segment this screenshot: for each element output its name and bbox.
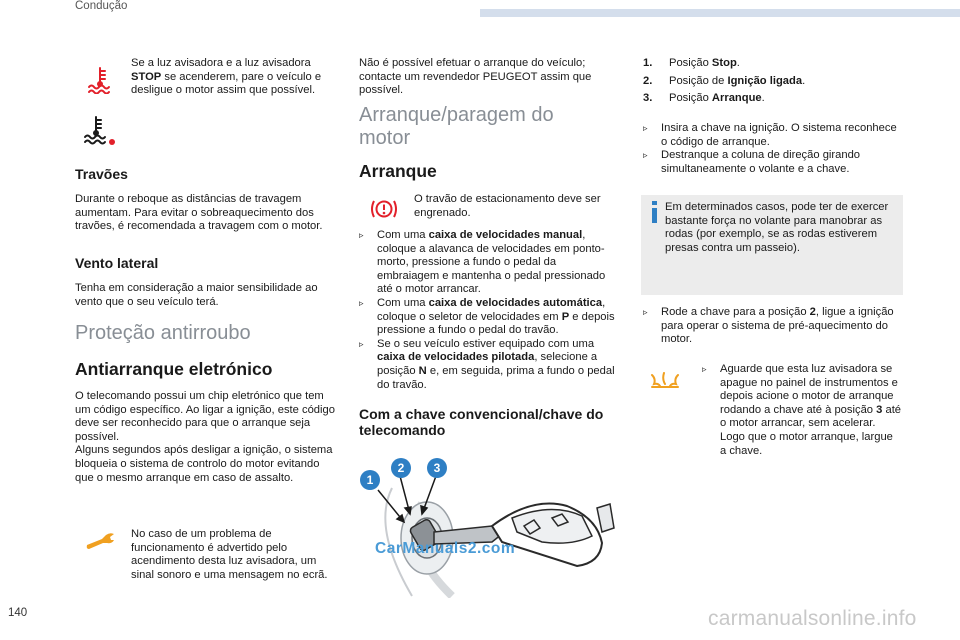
contact-dealer-text: Não é possível efetuar o arranque do veículo; contacte um revendedor PEUGEOT assim que possível.	[359, 57, 592, 97]
start-stop-heading: Arranque/paragem do motor	[359, 104, 554, 149]
key-heading: Com a chave convencional/chave do telecomando	[359, 406, 604, 438]
wait-warning-instructions	[702, 363, 902, 458]
turn-key-bullet: ▹ Rode a chave para a posição 2, ligue a ignição para operar o sistema de pré-aquecimento do motor.	[643, 306, 894, 346]
automatic-gearbox-bullet: ▹ Com uma caixa de velocidades automática, coloque o seletor de velocidades em P e depois pressione a fundo o pedal do travão.	[359, 296, 615, 337]
brakes-heading: Travões	[75, 166, 128, 182]
parking-brake-icon	[369, 197, 399, 221]
unlock-steering-bullet: ▹ Destranque a coluna de direção girando simultaneamente o volante e a chave.	[643, 149, 861, 175]
wrench-icon	[84, 531, 116, 551]
coolant-temperature-stop-icon	[82, 115, 116, 147]
immobiliser-text: O telecomando possui um chip eletrónico que tem um código específico. Ao ligar a ignição, este código deve ser reconhecido para que o arranque seja possível. Alguns segundos após desligar a ignição, o sistema bloqueia o sistema de controlo do motor evitando que o mesmo arranque em caso de assalto.	[75, 390, 335, 484]
diagram-label-1: 1	[366, 473, 374, 487]
anti-theft-heading: Proteção antirroubo	[75, 322, 251, 344]
fault-warning-text: No caso de um problema de funcionamento é advertido pelo acendimento desta luz avisadora, um sinal sonoro e uma mensagem no ecrã.	[131, 528, 328, 581]
pilot-gearbox-bullet: ▹ Se o seu veículo estiver equipado com uma caixa de velocidades pilotada, selecione a posição N e, em seguida, prima a fundo o pedal do travão.	[359, 337, 615, 391]
position-item: 2. Posição de Ignição ligada.	[643, 74, 806, 87]
wait-warning-bullet: ▹ Aguarde que esta luz avisadora se apague no painel de instrumentos e depois acione o motor de arranque rodando a chave até à posição 3 até o motor arrancar, sem acelerar. Logo que o motor arranque, largue a chave.	[702, 363, 902, 457]
starting-heading: Arranque	[359, 161, 437, 181]
immobiliser-heading: Antiarranque eletrónico	[75, 359, 273, 379]
section-header: Condução	[75, 0, 128, 12]
glow-plug-preheating-icon	[650, 370, 680, 388]
diagram-label-2: 2	[397, 461, 405, 475]
image-watermark: CarManuals2.com	[375, 540, 516, 557]
info-box-text: Em determinados casos, pode ter de exercer bastante força no volante para manobrar as rodas (por exemplo, se as rodas estiverem presas contra um passeio).	[665, 201, 889, 254]
coolant-temperature-warning-icon	[86, 66, 114, 94]
parking-brake-text: O travão de estacionamento deve ser engrenado.	[414, 193, 601, 219]
key-insert-instructions	[643, 122, 905, 176]
info-icon	[649, 201, 661, 223]
brakes-text: Durante o reboque as distâncias de travagem aumentam. Para evitar o sobreaquecimento dos travões, é recomendada a travagem com o motor.	[75, 193, 323, 233]
position-item: 1. Posição Stop.	[643, 57, 740, 69]
key-positions-list	[643, 57, 903, 106]
side-wind-text: Tenha em consideração a maior sensibilidade ao vento que o seu veículo terá.	[75, 282, 318, 308]
stop-warning-text: Se a luz avisadora e a luz avisadora STOP se acenderem, pare o veículo e desligue o motor assim que possível.	[131, 57, 322, 97]
preheat-instructions	[643, 306, 905, 347]
insert-key-bullet: ▹ Insira a chave na ignição. O sistema reconhece o código de arranque.	[643, 122, 897, 148]
gearbox-instructions	[359, 229, 621, 392]
ignition-key-diagram	[352, 448, 622, 598]
side-wind-heading: Vento lateral	[75, 255, 159, 271]
diagram-label-3: 3	[433, 461, 441, 475]
page-number: 140	[8, 607, 28, 619]
position-item: 3. Posição Arranque.	[643, 92, 765, 105]
watermark: carmanualsonline.info	[708, 607, 917, 630]
header-bar	[480, 9, 960, 17]
manual-gearbox-bullet: ▹ Com uma caixa de velocidades manual, coloque a alavanca de velocidades em ponto-morto, pressione a fundo o pedal da embraiagem e mantenha o pedal pressionado até o motor arrancar.	[359, 229, 606, 296]
